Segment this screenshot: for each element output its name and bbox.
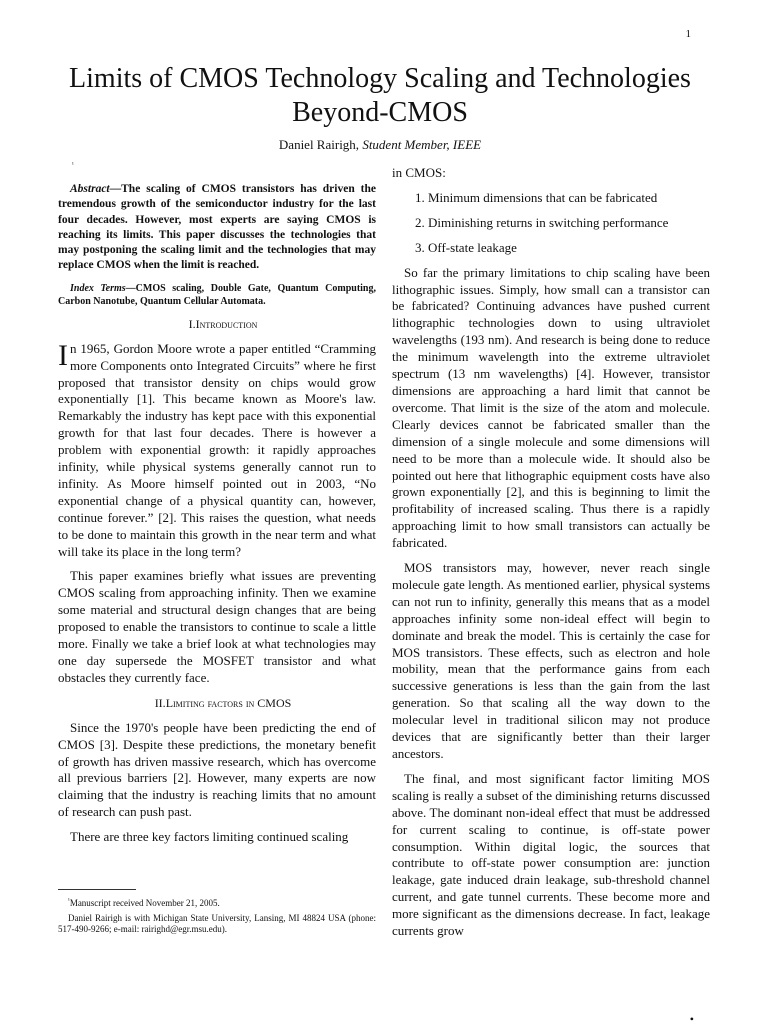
list-item: 3. Off-state leakage: [428, 240, 710, 257]
corner-mark: •: [689, 1012, 694, 1026]
left-column: [58, 182, 376, 854]
index-terms-text: CMOS scaling, Double Gate, Quantum Computing, Carbon Nanotube, Quantum Cellular Automata.: [58, 282, 376, 307]
limiting-factors-list: [392, 190, 710, 257]
author-line: [60, 137, 700, 153]
index-terms: [58, 282, 376, 308]
paper-title: Limits of CMOS Technology Scaling and Technologies Beyond-CMOS: [69, 63, 691, 128]
abstract-text: The scaling of CMOS transistors has driven the tremendous growth of the semiconductor industry for the last four decades. However, most experts are saying CMOS is reaching its limits. This paper discusses the technologies that may postponing the scaling limit and the technologies that may replace CMOS when the limit is reached.: [58, 183, 376, 272]
footnote-received: [58, 896, 376, 910]
footnote-marker: ¹: [72, 162, 74, 168]
right-column: [392, 165, 710, 948]
section-title: Limiting factors in: [165, 695, 255, 710]
list-item: 2. Diminishing returns in switching performance: [428, 215, 710, 232]
section-numeral: II.: [154, 695, 166, 710]
page-number: 1: [685, 28, 691, 40]
lithography-paragraph: So far the primary limitations to chip scaling have been lithographic issues. Simply, how small can a transistor can be fabricated? Continuing advances have pushed current lithographic technologies down to using ultraviolet wavelengths (193 nm). And research is being done to reduce the minimum wavelength into the extreme ultraviolet spectrum (13 nm wavelengths) [4]. However, transistor dimensions are approaching a hard limit that cannot be overcome. That limit is the size of the atom and molecule. Clearly devices cannot be fabricated smaller than the dimension of a single molecule and some dimensions will need to be more than a molecule wide. It should also be pointed out here that lithographic equipment costs have also grown exponentially [2], and this is beginning to limit the profitability of increased scaling. Thus there is a rapidly approaching limit to how small transistors can actually be fabricated.: [392, 264, 710, 551]
section-numeral: I.: [188, 316, 196, 331]
limiting-paragraph-1: Since the 1970's people have been predicting the end of CMOS [3]. Despite these predictions, the monetary benefit of growth has driven massive research, which has overcome all previous barriers [2]. However, many experts are now claiming that the industry is reaching limits that no amount of research can push past.: [58, 719, 376, 820]
intro-paragraph-2: This paper examines briefly what issues are preventing CMOS scaling from approaching infinity. Then we examine some material and structural design changes that are being proposed to enable the transistors to continue to scale a little more. Finally we take a brief look at what technologies may one day supersede the MOSFET transistor and what obstacles they currently face.: [58, 568, 376, 685]
index-terms-dash: —: [125, 282, 136, 294]
abstract-label: Abstract: [70, 183, 110, 195]
abstract-dash: —: [109, 183, 122, 195]
abstract: [58, 182, 376, 274]
limiting-paragraph-2: There are three key factors limiting continued scaling: [70, 829, 349, 845]
section-heading-introduction: [58, 316, 376, 333]
index-terms-label: Index Terms: [70, 282, 126, 294]
list-item: 1. Minimum dimensions that can be fabricated: [428, 190, 710, 207]
continuation-text: in CMOS:: [392, 165, 446, 180]
mos-paragraph: MOS transistors may, however, never reach single molecule gate length. As mentioned earlier, physical systems can not run to infinity, generally this means that as a model approaches infinity some non-ideal effect will begin to dominate and break the model. This is certainly the case for MOS transistors. These effects, such as electron and hole mobility, mean that the performance gains from each successive generations is less than the gain from the last generation. So that scaling all the way down to the molecular level in traditional silicon may not produce devices that are significantly better than their larger ancestors.: [392, 560, 710, 761]
paragraph-text: n 1965, Gordon Moore wrote a paper entitled “Cramming more Components onto Integrated Circuits” where he first proposed that transistor density on chips would grow exponentially [1]. This became known as Moore's law. Remarkably the industry has kept pace with this exponential growth for that last four decades. There is however a problem with exponential growth: it rapidly approaches infinity, while physical systems generally cannot run to infinity. As Moore himself pointed out in 2003, “No exponential change of a physical quantity can, however, continue forever.” [2]. This raises the question, what needs to be done to maintain this growth in the near term and what will take its place in the long term?: [58, 340, 376, 559]
footnote-rule: [58, 889, 136, 890]
author-affiliation: Student Member, IEEE: [362, 137, 482, 152]
section-title: Introduction: [195, 316, 258, 331]
footnote-affiliation: Daniel Rairigh is with Michigan State University, Lansing, MI 48824 USA (phone: 517-490-9266; e-mail: rairighd@egr.msu.edu).: [58, 912, 376, 934]
footnote-received-text: Manuscript received November 21, 2005.: [69, 898, 220, 908]
footnote-mark: ¹: [68, 898, 70, 904]
drop-cap: I: [58, 338, 68, 372]
footnotes: [58, 896, 376, 939]
author-name: Daniel Rairigh,: [278, 137, 360, 152]
section-heading-limiting-factors: [58, 695, 376, 712]
leakage-paragraph: The final, and most significant factor limiting MOS scaling is really a subset of the diminishing returns discussed above. The dominant non-ideal effect that must be addressed for current scaling to continue, is off-state power consumption. Within digital logic, the sources that contribute to off-state power consumption are: junction leakage, gate induced drain leakage, sub-threshold channel current, and gate tunnel currents. These become more and more significant as the dimensions decrease. In fact, leakage currents grow: [392, 770, 710, 939]
section-title-tail: CMOS: [257, 695, 292, 710]
intro-paragraph-1: [58, 338, 376, 561]
